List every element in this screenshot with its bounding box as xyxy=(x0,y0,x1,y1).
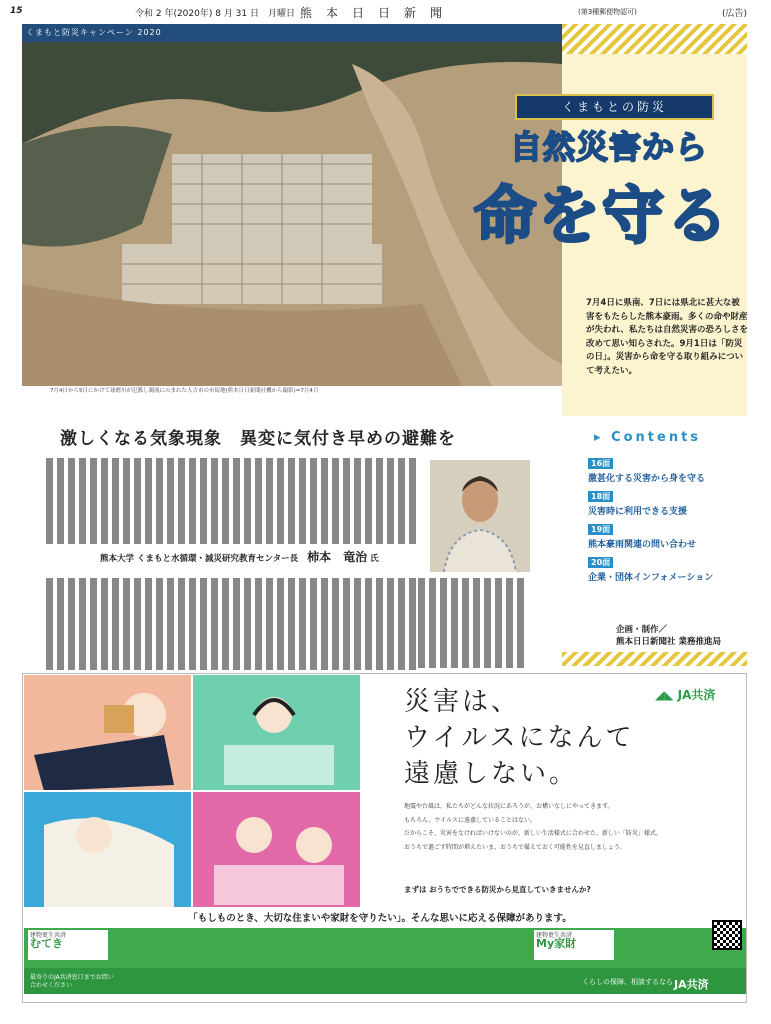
ad-body xyxy=(404,800,724,854)
author-portrait xyxy=(430,460,530,572)
product-card-muteki[interactable] xyxy=(28,930,108,960)
photo-caption: 7月4日から5日にかけて球磨川が氾濫し濁流にのまれた人吉市の市街地(熊本日日新聞社機から撮影)=7月4日 xyxy=(50,388,319,394)
feature-subtitle: くまもとの防災 xyxy=(515,94,714,120)
ad-body-line: 地震や台風は、私たちがどんな状況にあろうが、お構いなしにやってきます。 xyxy=(404,803,614,810)
ad-footer xyxy=(24,968,746,994)
contents-title: ▸ Contents xyxy=(594,430,702,445)
article-body-upper xyxy=(46,458,416,544)
contents-text: 熊本豪雨関連の問い合わせ xyxy=(588,540,697,550)
contents-text: 激甚化する災害から身を守る xyxy=(588,474,706,484)
ad-headline xyxy=(404,684,634,792)
ad-product-band xyxy=(24,928,746,968)
product-type: 建物更生共済 xyxy=(30,932,67,939)
ad-illustration xyxy=(24,675,360,907)
contents-page: 19面 xyxy=(588,524,613,535)
contents-item[interactable] xyxy=(588,557,748,583)
contents-page: 20面 xyxy=(588,557,613,568)
issue-date: 令和 2 年(2020年) 8 月 31 日 月曜日 xyxy=(135,9,295,19)
footer-left-text: くらしの保障、相談するなら xyxy=(582,978,673,986)
author-suffix: 氏 xyxy=(370,554,379,564)
product-name: むてき xyxy=(30,937,63,950)
contents-page: 18面 xyxy=(588,491,613,502)
product-type: 建物更生共済 xyxy=(536,932,573,939)
author-byline xyxy=(100,548,379,565)
ad-body-line: だからこそ、災害をなければいけないのが、新しい生活様式に合わせた、新しい「防災」様式。 xyxy=(404,830,662,837)
ad-question: まずは おうちでできる防災から見直していきませんか? xyxy=(404,885,591,894)
credit-line2: 熊本日日新聞社 業務推進局 xyxy=(616,637,721,647)
product-card-mykazai[interactable] xyxy=(534,930,614,960)
contents-title-text: Contents xyxy=(611,430,702,445)
campaign-label: くまもと防災キャンペーン 2020 xyxy=(26,28,162,37)
contents-item[interactable] xyxy=(588,491,748,517)
author-profile xyxy=(418,578,528,668)
article-headline: 激しくなる気象現象 異変に気付き早めの避難を xyxy=(60,429,456,449)
ja-leaf-icon: ◢◣ xyxy=(655,688,678,702)
newspaper-name: 熊本日日新聞 xyxy=(300,6,457,20)
contact-note: 最寄りのJA共済窓口までお問い合わせください xyxy=(30,974,114,989)
ad-headline-line: 遠慮しない。 xyxy=(404,759,579,789)
ad-body-line: おうちで過ごす時間が増えたいま、おうちで備えておく可能性を見直しましょう。 xyxy=(404,843,626,851)
ad-tagline: 「もしものとき、大切な住まいや家財を守りたい」。そんな思いに応える保障があります。 xyxy=(188,913,572,924)
product-name: My家財 xyxy=(536,937,577,950)
author-org: 熊本大学 くまもと水循環・減災研究教育センター長 xyxy=(100,554,299,564)
ja-logo xyxy=(655,686,715,703)
contents-item[interactable] xyxy=(588,524,748,550)
production-credit xyxy=(616,624,721,648)
contents-text: 企業・団体インフォメーション xyxy=(588,573,714,583)
footer-logo: JA共済 xyxy=(674,978,709,991)
article-body-lower xyxy=(46,578,416,670)
ad-body-line: もちろん、ウイルスに遠慮していることはない。 xyxy=(404,816,537,824)
newspaper-header xyxy=(0,0,771,22)
feature-title-line1: 自然災害から xyxy=(510,128,709,166)
lead-text: 7月4日に県南、7日には県北に甚大な被害をもたらした熊本豪雨。多くの命や財産が失われ、私たちは自然災害の恐ろしさを改めて思い知らされた。9月1日は「防災の日」。災害から命を守る取り組みについて考えたい。 xyxy=(586,298,749,376)
contents-text: 災害時に利用できる支援 xyxy=(588,507,688,517)
ad-headline-line: ウイルスになんて xyxy=(404,723,635,753)
qr-code-icon[interactable] xyxy=(712,920,742,950)
contents-item[interactable] xyxy=(588,458,748,484)
ad-label: (広告) xyxy=(722,9,748,19)
ad-headline-line: 災害は、 xyxy=(404,687,521,717)
author-name: 柿本 竜治 xyxy=(307,550,368,564)
ja-logo-text: JA共済 xyxy=(677,688,716,702)
feature-title-line2: 命を守る xyxy=(474,179,731,252)
top-stripe xyxy=(562,24,747,54)
bottom-stripe xyxy=(562,652,747,666)
credit-line1: 企画・制作／ xyxy=(616,625,668,635)
contents-page: 16面 xyxy=(588,458,613,469)
postal-note: (第3種郵便物認可) xyxy=(578,8,637,16)
page-number: 15 xyxy=(10,6,23,16)
